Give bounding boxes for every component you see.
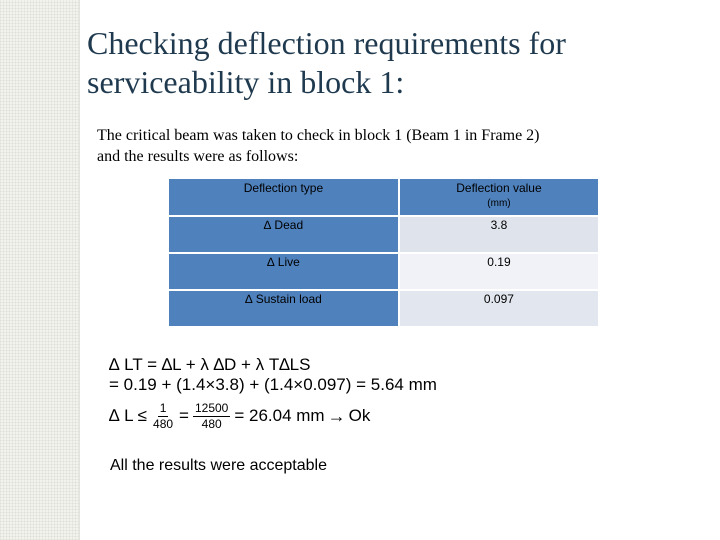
calc-line3-prefix: ∆ L ≤: [109, 406, 148, 425]
fraction-12500-over-480: [193, 401, 230, 432]
intro-line-1: The critical beam was taken to check in block 1 (Beam 1 in Frame 2): [97, 127, 540, 144]
header-type-label: Deflection type: [243, 181, 324, 195]
row-type-cell: ∆ Dead: [168, 216, 399, 253]
deflection-table: [167, 177, 600, 328]
title-line-2: serviceability in block 1:: [87, 64, 405, 100]
decorative-side-strip: [0, 0, 80, 540]
fraction-1-denominator: 480: [153, 416, 174, 431]
deflection-calculation: [109, 355, 437, 439]
calc-line-1: ∆ LT = ∆L + λ ∆D + λ T∆LS: [109, 355, 311, 374]
slide-title: [87, 24, 707, 102]
row-value-cell: 0.097: [399, 290, 599, 327]
right-arrow-icon: →: [327, 405, 346, 426]
intro-text: [97, 125, 657, 167]
title-line-1: Checking deflection requirements for: [87, 25, 566, 61]
row-value-cell: 0.19: [399, 253, 599, 290]
header-deflection-value: [399, 178, 599, 216]
fraction-1-over-480: [151, 401, 175, 432]
table-row: [168, 290, 599, 327]
header-value-label: Deflection value: [456, 181, 542, 195]
row-type-cell: ∆ Sustain load: [168, 290, 399, 327]
calc-line-3: [109, 393, 437, 439]
calc-line-2: = 0.19 + (1.4×3.8) + (1.4×0.097) = 5.64 mm: [109, 375, 437, 394]
ok-label: Ok: [348, 406, 371, 425]
row-type-cell: ∆ Live: [168, 253, 399, 290]
table-header-row: [168, 178, 599, 216]
calc-line3-suffix: = 26.04 mm: [234, 406, 325, 425]
intro-line-2: and the results were as follows:: [97, 148, 299, 165]
table-row: [168, 253, 599, 290]
calc-equals-sign: =: [179, 406, 189, 425]
fraction-2-denominator: 480: [201, 416, 222, 431]
header-deflection-type: [168, 178, 399, 216]
row-value-cell: 3.8: [399, 216, 599, 253]
fraction-2-numerator: 12500: [194, 400, 229, 415]
result-statement: All the results were acceptable: [110, 457, 327, 474]
table-row: [168, 216, 599, 253]
fraction-1-numerator: 1: [159, 400, 167, 415]
header-unit-label: (mm): [487, 198, 511, 209]
